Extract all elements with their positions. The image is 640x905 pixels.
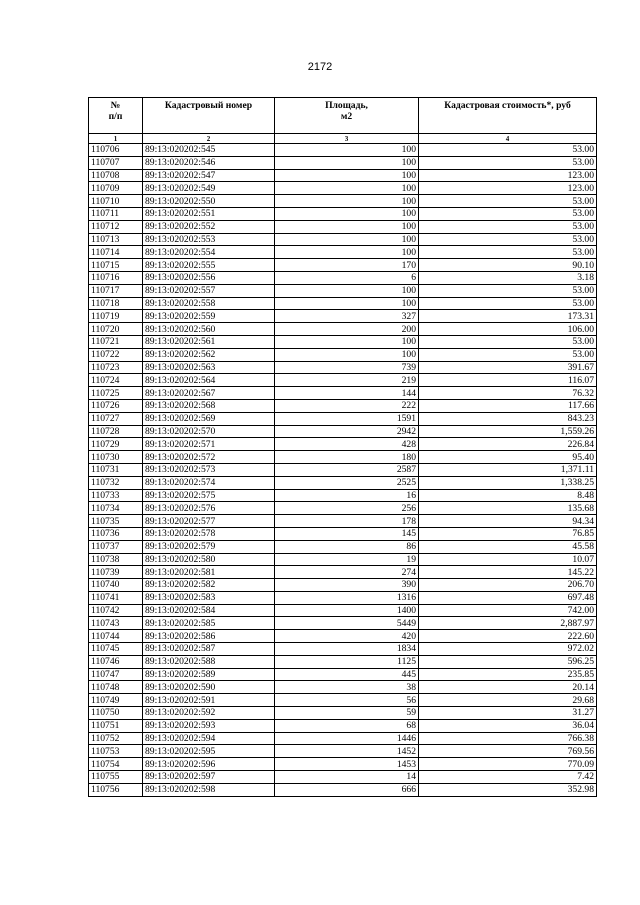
row-number-cell: 110753 [89,745,143,758]
row-number-cell: 110711 [89,207,143,220]
cadastral-value-cell: 53.00 [419,246,597,259]
cadastral-number-cell: 89:13:020202:558 [143,297,275,310]
area-cell: 100 [275,348,419,361]
cadastral-value-cell: 31.27 [419,707,597,720]
cadastral-number-cell: 89:13:020202:561 [143,335,275,348]
table-row [89,207,597,220]
cadastral-value-cell: 53.00 [419,220,597,233]
cadastral-number-cell: 89:13:020202:588 [143,655,275,668]
cadastral-value-cell: 391.67 [419,361,597,374]
header-row-number: № п/п [89,98,143,134]
row-number-cell: 110706 [89,144,143,157]
table-row [89,387,597,400]
row-number-cell: 110739 [89,566,143,579]
column-number: 1 [89,134,143,144]
header-cadastral-value: Кадастровая стоимость*, руб [419,98,597,134]
row-number-cell: 110735 [89,515,143,528]
cadastral-number-cell: 89:13:020202:587 [143,643,275,656]
row-number-cell: 110748 [89,681,143,694]
cadastral-number-cell: 89:13:020202:550 [143,195,275,208]
table-row [89,604,597,617]
cadastral-value-cell: 222.60 [419,630,597,643]
cadastral-value-cell: 53.00 [419,156,597,169]
table-row [89,271,597,284]
table-row [89,771,597,784]
cadastral-number-cell: 89:13:020202:563 [143,361,275,374]
area-cell: 445 [275,668,419,681]
cadastral-value-cell: 123.00 [419,182,597,195]
row-number-cell: 110714 [89,246,143,259]
cadastral-number-cell: 89:13:020202:586 [143,630,275,643]
cadastral-value-cell: 770.09 [419,758,597,771]
table-row [89,323,597,336]
cadastral-number-cell: 89:13:020202:575 [143,489,275,502]
cadastral-number-cell: 89:13:020202:582 [143,579,275,592]
cadastral-number-cell: 89:13:020202:593 [143,719,275,732]
area-cell: 256 [275,502,419,515]
table-row [89,220,597,233]
cadastral-value-cell: 76.32 [419,387,597,400]
table-row [89,579,597,592]
area-cell: 68 [275,719,419,732]
table-row [89,476,597,489]
column-number: 2 [143,134,275,144]
table-row [89,310,597,323]
area-cell: 86 [275,540,419,553]
table-row [89,719,597,732]
row-number-cell: 110712 [89,220,143,233]
area-cell: 178 [275,515,419,528]
area-cell: 1453 [275,758,419,771]
area-cell: 100 [275,195,419,208]
row-number-cell: 110707 [89,156,143,169]
area-cell: 5449 [275,617,419,630]
cadastral-value-cell: 76.85 [419,527,597,540]
area-cell: 739 [275,361,419,374]
row-number-cell: 110731 [89,463,143,476]
cadastral-number-cell: 89:13:020202:594 [143,732,275,745]
table-row [89,617,597,630]
cadastral-number-cell: 89:13:020202:572 [143,451,275,464]
row-number-cell: 110730 [89,451,143,464]
row-number-cell: 110741 [89,591,143,604]
cadastral-value-cell: 117.66 [419,399,597,412]
column-number-row [89,134,597,144]
table-row [89,707,597,720]
cadastral-value-cell: 116.07 [419,374,597,387]
cadastral-value-cell: 769.56 [419,745,597,758]
area-cell: 14 [275,771,419,784]
row-number-cell: 110733 [89,489,143,502]
table-body [89,144,597,797]
column-number: 4 [419,134,597,144]
cadastral-value-cell: 3.18 [419,271,597,284]
cadastral-number-cell: 89:13:020202:555 [143,259,275,272]
cadastral-value-cell: 29.68 [419,694,597,707]
cadastral-value-cell: 53.00 [419,348,597,361]
row-number-cell: 110745 [89,643,143,656]
cadastral-number-cell: 89:13:020202:592 [143,707,275,720]
cadastral-number-cell: 89:13:020202:589 [143,668,275,681]
table-row [89,783,597,796]
area-cell: 2942 [275,425,419,438]
cadastral-value-cell: 742.00 [419,604,597,617]
row-number-cell: 110719 [89,310,143,323]
cadastral-number-cell: 89:13:020202:595 [143,745,275,758]
cadastral-number-cell: 89:13:020202:571 [143,438,275,451]
table-header-row [89,98,597,134]
table-row [89,374,597,387]
cadastral-number-cell: 89:13:020202:579 [143,540,275,553]
table-row [89,502,597,515]
row-number-cell: 110749 [89,694,143,707]
table-row [89,259,597,272]
cadastral-value-cell: 20.14 [419,681,597,694]
row-number-cell: 110722 [89,348,143,361]
cadastral-number-cell: 89:13:020202:570 [143,425,275,438]
cadastral-value-cell: 10.07 [419,553,597,566]
cadastral-number-cell: 89:13:020202:574 [143,476,275,489]
cadastral-value-cell: 1,371.11 [419,463,597,476]
table-row [89,425,597,438]
row-number-cell: 110709 [89,182,143,195]
cadastral-value-cell: 2,887.97 [419,617,597,630]
area-cell: 1400 [275,604,419,617]
table-row [89,668,597,681]
cadastral-value-cell: 90.10 [419,259,597,272]
cadastral-value-cell: 8.48 [419,489,597,502]
cadastral-value-cell: 1,559.26 [419,425,597,438]
cadastral-number-cell: 89:13:020202:567 [143,387,275,400]
table-row [89,694,597,707]
area-cell: 200 [275,323,419,336]
row-number-cell: 110743 [89,617,143,630]
area-cell: 38 [275,681,419,694]
row-number-cell: 110732 [89,476,143,489]
cadastral-value-cell: 7.42 [419,771,597,784]
table-row [89,335,597,348]
cadastral-number-cell: 89:13:020202:581 [143,566,275,579]
cadastral-value-cell: 53.00 [419,297,597,310]
table-row [89,745,597,758]
area-cell: 144 [275,387,419,400]
cadastral-number-cell: 89:13:020202:551 [143,207,275,220]
table-row [89,515,597,528]
table-row [89,438,597,451]
cadastral-value-cell: 766.38 [419,732,597,745]
area-cell: 2525 [275,476,419,489]
table-row [89,195,597,208]
cadastral-number-cell: 89:13:020202:545 [143,144,275,157]
area-cell: 274 [275,566,419,579]
cadastral-number-cell: 89:13:020202:584 [143,604,275,617]
cadastral-number-cell: 89:13:020202:552 [143,220,275,233]
row-number-cell: 110738 [89,553,143,566]
cadastral-number-cell: 89:13:020202:564 [143,374,275,387]
cadastral-number-cell: 89:13:020202:569 [143,412,275,425]
cadastral-value-cell: 596.25 [419,655,597,668]
area-cell: 100 [275,246,419,259]
area-cell: 1591 [275,412,419,425]
table-row [89,451,597,464]
cadastral-value-cell: 352.98 [419,783,597,796]
row-number-cell: 110734 [89,502,143,515]
table-row [89,361,597,374]
area-cell: 327 [275,310,419,323]
cadastral-number-cell: 89:13:020202:583 [143,591,275,604]
cadastral-number-cell: 89:13:020202:585 [143,617,275,630]
table-row [89,463,597,476]
cadastral-value-cell: 53.00 [419,144,597,157]
row-number-cell: 110742 [89,604,143,617]
table-row [89,233,597,246]
area-cell: 1446 [275,732,419,745]
row-number-cell: 110726 [89,399,143,412]
cadastral-value-cell: 1,338.25 [419,476,597,489]
table-row [89,348,597,361]
header-area: Площадь, м2 [275,98,419,134]
cadastral-number-cell: 89:13:020202:549 [143,182,275,195]
table-row [89,527,597,540]
cadastral-number-cell: 89:13:020202:568 [143,399,275,412]
area-cell: 219 [275,374,419,387]
area-cell: 100 [275,144,419,157]
row-number-cell: 110750 [89,707,143,720]
area-cell: 222 [275,399,419,412]
cadastral-value-cell: 145.22 [419,566,597,579]
cadastral-number-cell: 89:13:020202:591 [143,694,275,707]
area-cell: 390 [275,579,419,592]
cadastral-value-cell: 45.58 [419,540,597,553]
cadastral-number-cell: 89:13:020202:598 [143,783,275,796]
cadastral-value-cell: 53.00 [419,335,597,348]
page-number: 2172 [307,61,333,73]
row-number-cell: 110721 [89,335,143,348]
table-row [89,566,597,579]
table-row [89,553,597,566]
table-row [89,630,597,643]
row-number-cell: 110724 [89,374,143,387]
cadastral-value-cell: 53.00 [419,233,597,246]
column-number: 3 [275,134,419,144]
area-cell: 666 [275,783,419,796]
row-number-cell: 110736 [89,527,143,540]
cadastral-register-table [88,97,597,797]
area-cell: 19 [275,553,419,566]
area-cell: 1316 [275,591,419,604]
area-cell: 100 [275,169,419,182]
cadastral-number-cell: 89:13:020202:559 [143,310,275,323]
cadastral-number-cell: 89:13:020202:577 [143,515,275,528]
table-row [89,169,597,182]
cadastral-value-cell: 36.04 [419,719,597,732]
row-number-cell: 110755 [89,771,143,784]
area-cell: 2587 [275,463,419,476]
row-number-cell: 110720 [89,323,143,336]
row-number-cell: 110715 [89,259,143,272]
row-number-cell: 110744 [89,630,143,643]
cadastral-value-cell: 697.48 [419,591,597,604]
row-number-cell: 110737 [89,540,143,553]
table-row [89,284,597,297]
table-row [89,412,597,425]
cadastral-value-cell: 106.00 [419,323,597,336]
table-row [89,246,597,259]
cadastral-number-cell: 89:13:020202:546 [143,156,275,169]
cadastral-value-cell: 173.31 [419,310,597,323]
cadastral-number-cell: 89:13:020202:576 [143,502,275,515]
cadastral-number-cell: 89:13:020202:573 [143,463,275,476]
row-number-cell: 110729 [89,438,143,451]
table-row [89,144,597,157]
header-cadastral-number: Кадастровый номер [143,98,275,134]
table-row [89,643,597,656]
cadastral-number-cell: 89:13:020202:554 [143,246,275,259]
row-number-cell: 110756 [89,783,143,796]
area-cell: 100 [275,284,419,297]
row-number-cell: 110746 [89,655,143,668]
cadastral-value-cell: 95.40 [419,451,597,464]
cadastral-value-cell: 53.00 [419,284,597,297]
table-row [89,655,597,668]
table-row [89,540,597,553]
cadastral-number-cell: 89:13:020202:578 [143,527,275,540]
area-cell: 16 [275,489,419,502]
table-row [89,732,597,745]
cadastral-number-cell: 89:13:020202:547 [143,169,275,182]
row-number-cell: 110708 [89,169,143,182]
row-number-cell: 110727 [89,412,143,425]
row-number-cell: 110751 [89,719,143,732]
table-row [89,156,597,169]
row-number-cell: 110740 [89,579,143,592]
row-number-cell: 110717 [89,284,143,297]
area-cell: 100 [275,220,419,233]
cadastral-number-cell: 89:13:020202:553 [143,233,275,246]
area-cell: 100 [275,182,419,195]
area-cell: 100 [275,335,419,348]
area-cell: 6 [275,271,419,284]
row-number-cell: 110754 [89,758,143,771]
row-number-cell: 110728 [89,425,143,438]
area-cell: 145 [275,527,419,540]
cadastral-value-cell: 235.85 [419,668,597,681]
table-row [89,182,597,195]
row-number-cell: 110752 [89,732,143,745]
cadastral-number-cell: 89:13:020202:556 [143,271,275,284]
area-cell: 100 [275,233,419,246]
table-row [89,591,597,604]
area-cell: 180 [275,451,419,464]
row-number-cell: 110710 [89,195,143,208]
cadastral-value-cell: 135.68 [419,502,597,515]
cadastral-value-cell: 94.34 [419,515,597,528]
area-cell: 100 [275,207,419,220]
cadastral-number-cell: 89:13:020202:597 [143,771,275,784]
cadastral-value-cell: 972.02 [419,643,597,656]
table-row [89,399,597,412]
row-number-cell: 110725 [89,387,143,400]
row-number-cell: 110718 [89,297,143,310]
area-cell: 1452 [275,745,419,758]
row-number-cell: 110713 [89,233,143,246]
area-cell: 428 [275,438,419,451]
cadastral-value-cell: 206.70 [419,579,597,592]
area-cell: 59 [275,707,419,720]
cadastral-number-cell: 89:13:020202:557 [143,284,275,297]
row-number-cell: 110716 [89,271,143,284]
cadastral-number-cell: 89:13:020202:580 [143,553,275,566]
cadastral-value-cell: 226.84 [419,438,597,451]
table-row [89,489,597,502]
area-cell: 100 [275,297,419,310]
cadastral-number-cell: 89:13:020202:560 [143,323,275,336]
area-cell: 170 [275,259,419,272]
table-row [89,758,597,771]
cadastral-value-cell: 843.23 [419,412,597,425]
area-cell: 56 [275,694,419,707]
table-row [89,297,597,310]
row-number-cell: 110747 [89,668,143,681]
area-cell: 420 [275,630,419,643]
cadastral-number-cell: 89:13:020202:596 [143,758,275,771]
cadastral-value-cell: 123.00 [419,169,597,182]
cadastral-value-cell: 53.00 [419,195,597,208]
area-cell: 1125 [275,655,419,668]
area-cell: 1834 [275,643,419,656]
cadastral-number-cell: 89:13:020202:562 [143,348,275,361]
table-row [89,681,597,694]
area-cell: 100 [275,156,419,169]
cadastral-value-cell: 53.00 [419,207,597,220]
cadastral-number-cell: 89:13:020202:590 [143,681,275,694]
row-number-cell: 110723 [89,361,143,374]
